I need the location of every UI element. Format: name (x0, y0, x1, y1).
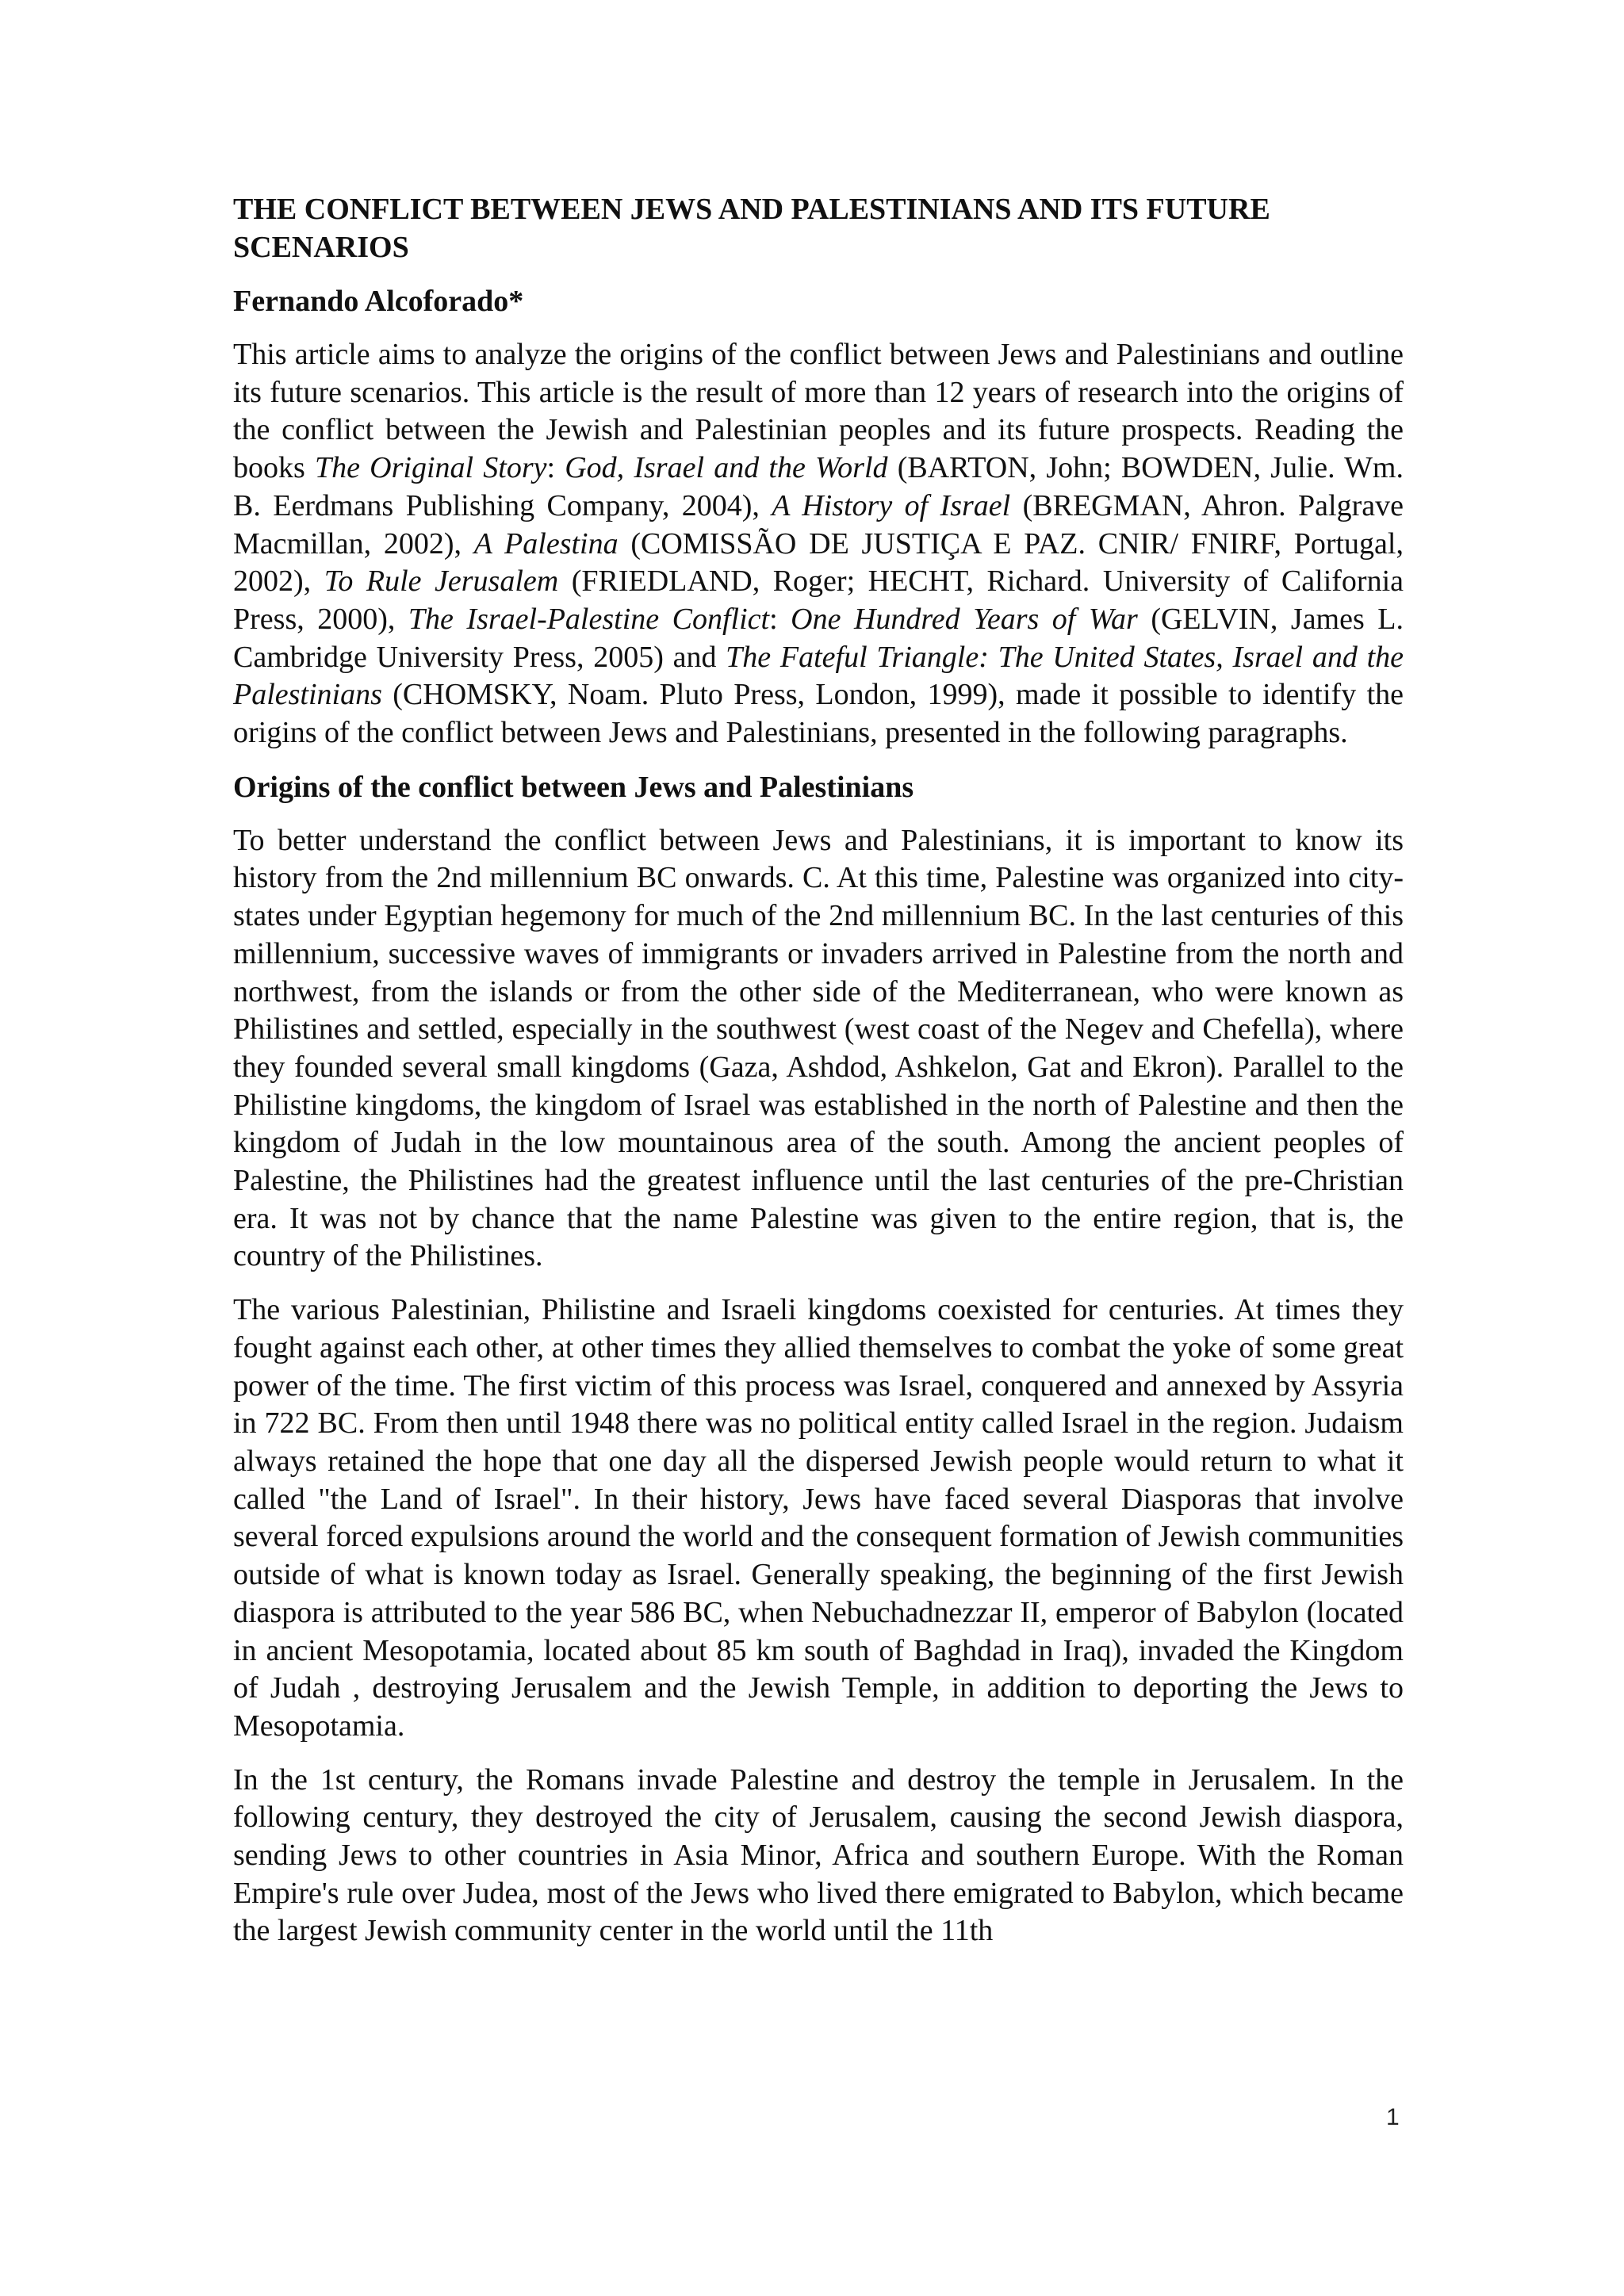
intro-sep-1: : (546, 451, 565, 485)
intro-paragraph (233, 336, 1404, 752)
intro-text-1: This article aims to analyze the origins of the conflict between Jews and Palestinians and outline its future scenarios. This article is the result of more than 12 years of research into the origins of the conflict between the Jewish and Palestinian peoples and its future prospects. Reading the books (233, 338, 1404, 485)
body-paragraph: The various Palestinian, Philistine and Israeli kingdoms coexisted for centuries. At times they fought against each other, at other times they allied themselves to combat the yoke of some great power of the time. The first victim of this process was Israel, conquered and annexed by Assyria in 722 BC. From then until 1948 there was no political entity called Israel in the region. Judaism always retained the hope that one day all the dispersed Jewish people would return to what it called "the Land of Israel". In their history, Jews have faced several Diasporas that involve several forced expulsions around the world and the consequent formation of Jewish communities outside of what is known today as Israel. Generally speaking, the beginning of the first Jewish diaspora is attributed to the year 586 BC, when Nebuchadnezzar II, emperor of Babylon (located in ancient Mesopotamia, located about 85 km south of Baghdad in Iraq), invaded the Kingdom of Judah , destroying Jerusalem and the Jewish Temple, in addition to deporting the Jews to Mesopotamia. (233, 1293, 1404, 1743)
intro-text-4: (COMISSÃO DE JUSTIÇA E PAZ. CNIR/ FNIRF, Portugal, 2002), (233, 526, 1404, 599)
book-title-1a: The Original Story (314, 451, 547, 485)
intro-text-5: (FRIEDLAND, Roger; HECHT, Richard. University of California Press, 2000), (233, 564, 1404, 636)
book-title-5a: The Israel-Palestine Conflict (408, 602, 770, 636)
book-title-6: The Fateful Triangle: The United States, Israel and the Palestinians (233, 640, 1404, 712)
intro-text-7: (CHOMSKY, Noam. Pluto Press, London, 1999), made it possible to identify the origins of the conflict between Jews and Palestinians, presented in the following paragraphs. (233, 678, 1404, 750)
book-title-4: To Rule Jerusalem (324, 564, 559, 599)
author-name: Fernando Alcoforado* (233, 285, 524, 318)
body-paragraph: In the 1st century, the Romans invade Palestine and destroy the temple in Jerusalem. In the following century, they destroyed the city of Jerusalem, causing the second Jewish diaspora, sending Jews to other countries in Asia Minor, Africa and southern Europe. With the Roman Empire's rule over Judea, most of the Jews who lived there emigrated to Babylon, which became the largest Jewish community center in the world until the 11th (233, 1762, 1404, 1948)
book-title-5b: One Hundred Years of War (791, 602, 1138, 636)
book-title-3: A Palestina (473, 526, 619, 561)
page-title: THE CONFLICT BETWEEN JEWS AND PALESTINIANS AND ITS FUTURE SCENARIOS (233, 193, 1270, 264)
body-paragraph: To better understand the conflict between Jews and Palestinians, it is important to know its history from the 2nd millennium BC onwards. C. At this time, Palestine was organized into city-states under Egyptian hegemony for much of the 2nd millennium BC. In the last centuries of this millennium, successive waves of immigrants or invaders arrived in Palestine from the north and northwest, from the islands or from the other side of the Mediterranean, who were known as Philistines and settled, especially in the southwest (west coast of the Negev and Chefella), where they founded several small kingdoms (Gaza, Ashdod, Ashkelon, Gat and Ekron). Parallel to the Philistine kingdoms, the kingdom of Israel was established in the north of Palestine and then the kingdom of Judah in the low mountainous area of the south. Among the ancient peoples of Palestine, the Philistines had the greatest influence until the last centuries of the pre-Christian era. It was not by chance that the name Palestine was given to the entire region, that is, the country of the Philistines. (233, 823, 1404, 1273)
page-number: 1 (1386, 2104, 1400, 2130)
section-heading: Origins of the conflict between Jews and Palestinians (233, 770, 914, 804)
book-title-1b: God, Israel and the World (565, 451, 888, 485)
intro-text-6: (GELVIN, James L. Cambridge University Press, 2005) and (233, 602, 1404, 674)
intro-text-3: (BREGMAN, Ahron. Palgrave Macmillan, 2002), (233, 488, 1404, 561)
intro-text-2: (BARTON, John; BOWDEN, Julie. Wm. B. Eerdmans Publishing Company, 2004), (233, 451, 1404, 522)
intro-sep-2: : (769, 602, 791, 636)
book-title-2: A History of Israel (772, 488, 1011, 522)
document-page (233, 190, 1404, 1966)
